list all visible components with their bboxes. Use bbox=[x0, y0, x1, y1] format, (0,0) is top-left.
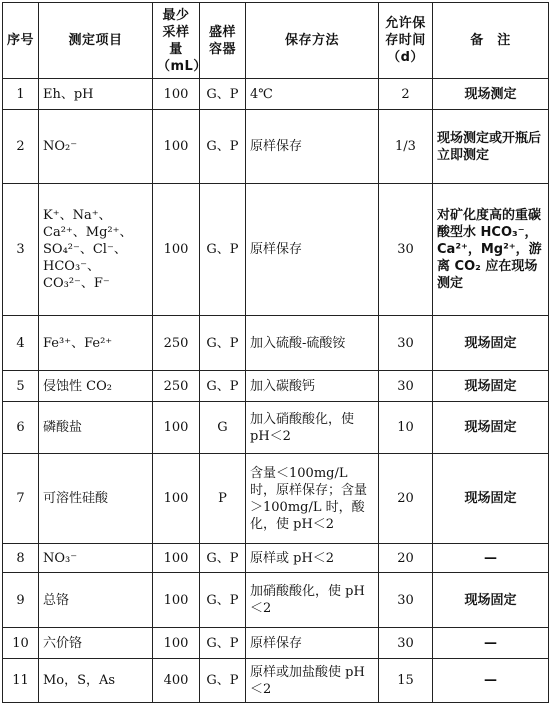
cell-container: G、P bbox=[200, 544, 246, 573]
cell-no: 7 bbox=[3, 454, 39, 544]
cell-volume: 100 bbox=[153, 402, 200, 454]
cell-container: G bbox=[200, 402, 246, 454]
cell-time: 20 bbox=[379, 454, 433, 544]
cell-no: 10 bbox=[3, 628, 39, 659]
cell-method: 加入硝酸酸化，使 pH＜2 bbox=[246, 402, 379, 454]
cell-volume: 100 bbox=[153, 573, 200, 628]
header-row bbox=[3, 3, 549, 79]
cell-container: G、P bbox=[200, 371, 246, 402]
cell-container: G、P bbox=[200, 79, 246, 110]
table-row bbox=[3, 628, 549, 659]
cell-container: G、P bbox=[200, 184, 246, 316]
header-volume: 最少采样量（mL） bbox=[153, 3, 200, 79]
cell-no: 8 bbox=[3, 544, 39, 573]
cell-volume: 100 bbox=[153, 110, 200, 184]
cell-method: 含量＜100mg/L 时，原样保存；含量＞100mg/L 时，酸化，使 pH＜2 bbox=[246, 454, 379, 544]
cell-container: G、P bbox=[200, 659, 246, 703]
cell-item: 六价铬 bbox=[39, 628, 153, 659]
cell-item: NO₃⁻ bbox=[39, 544, 153, 573]
cell-time: 15 bbox=[379, 659, 433, 703]
cell-time: 20 bbox=[379, 544, 433, 573]
cell-note: 现场固定 bbox=[433, 316, 549, 371]
cell-no: 4 bbox=[3, 316, 39, 371]
cell-item: 总铬 bbox=[39, 573, 153, 628]
table-row bbox=[3, 573, 549, 628]
table-row bbox=[3, 402, 549, 454]
cell-note: — bbox=[433, 628, 549, 659]
cell-no: 6 bbox=[3, 402, 39, 454]
cell-no: 9 bbox=[3, 573, 39, 628]
cell-method: 加入碳酸钙 bbox=[246, 371, 379, 402]
cell-note: 现场测定 bbox=[433, 79, 549, 110]
cell-volume: 100 bbox=[153, 544, 200, 573]
header-time: 允许保存时间（d） bbox=[379, 3, 433, 79]
header-container: 盛样容器 bbox=[200, 3, 246, 79]
cell-item: 可溶性硅酸 bbox=[39, 454, 153, 544]
cell-item: 侵蚀性 CO₂ bbox=[39, 371, 153, 402]
cell-method: 加入硫酸-硫酸铵 bbox=[246, 316, 379, 371]
cell-no: 11 bbox=[3, 659, 39, 703]
cell-note: 现场固定 bbox=[433, 371, 549, 402]
table-row bbox=[3, 659, 549, 703]
cell-no: 2 bbox=[3, 110, 39, 184]
cell-method: 原样保存 bbox=[246, 110, 379, 184]
cell-time: 30 bbox=[379, 371, 433, 402]
cell-container: P bbox=[200, 454, 246, 544]
cell-time: 30 bbox=[379, 573, 433, 628]
cell-time: 30 bbox=[379, 628, 433, 659]
cell-method: 原样或加盐酸使 pH＜2 bbox=[246, 659, 379, 703]
sample-preservation-table bbox=[2, 2, 549, 703]
header-item: 测定项目 bbox=[39, 3, 153, 79]
cell-volume: 250 bbox=[153, 371, 200, 402]
cell-note: — bbox=[433, 659, 549, 703]
cell-time: 30 bbox=[379, 184, 433, 316]
cell-volume: 100 bbox=[153, 79, 200, 110]
cell-note: 现场固定 bbox=[433, 573, 549, 628]
header-note: 备 注 bbox=[433, 3, 549, 79]
cell-item: Mo，S，As bbox=[39, 659, 153, 703]
table-row bbox=[3, 544, 549, 573]
cell-volume: 100 bbox=[153, 628, 200, 659]
table-row bbox=[3, 454, 549, 544]
cell-method: 原样或 pH＜2 bbox=[246, 544, 379, 573]
cell-no: 3 bbox=[3, 184, 39, 316]
cell-container: G、P bbox=[200, 316, 246, 371]
header-method: 保存方法 bbox=[246, 3, 379, 79]
header-no: 序号 bbox=[3, 3, 39, 79]
cell-volume: 400 bbox=[153, 659, 200, 703]
cell-container: G、P bbox=[200, 628, 246, 659]
table-row bbox=[3, 371, 549, 402]
cell-note: — bbox=[433, 544, 549, 573]
table-row bbox=[3, 79, 549, 110]
cell-note: 现场测定或开瓶后立即测定 bbox=[433, 110, 549, 184]
cell-container: G、P bbox=[200, 110, 246, 184]
table-row bbox=[3, 316, 549, 371]
cell-volume: 100 bbox=[153, 454, 200, 544]
cell-item: Fe³⁺、Fe²⁺ bbox=[39, 316, 153, 371]
cell-method: 加硝酸酸化，使 pH＜2 bbox=[246, 573, 379, 628]
table-row bbox=[3, 110, 549, 184]
cell-note: 现场固定 bbox=[433, 454, 549, 544]
cell-item: K⁺、Na⁺、Ca²⁺、Mg²⁺、SO₄²⁻、Cl⁻、HCO₃⁻、CO₃²⁻、F⁻ bbox=[39, 184, 153, 316]
cell-method: 原样保存 bbox=[246, 628, 379, 659]
cell-note: 对矿化度高的重碳酸型水 HCO₃⁻，Ca²⁺，Mg²⁺，游离 CO₂ 应在现场测定 bbox=[433, 184, 549, 316]
cell-time: 1/3 bbox=[379, 110, 433, 184]
cell-container: G、P bbox=[200, 573, 246, 628]
cell-time: 2 bbox=[379, 79, 433, 110]
cell-item: Eh、pH bbox=[39, 79, 153, 110]
cell-volume: 100 bbox=[153, 184, 200, 316]
cell-time: 10 bbox=[379, 402, 433, 454]
cell-method: 原样保存 bbox=[246, 184, 379, 316]
cell-item: NO₂⁻ bbox=[39, 110, 153, 184]
cell-note: 现场固定 bbox=[433, 402, 549, 454]
cell-method: 4℃ bbox=[246, 79, 379, 110]
cell-item: 磷酸盐 bbox=[39, 402, 153, 454]
cell-no: 1 bbox=[3, 79, 39, 110]
table-row bbox=[3, 184, 549, 316]
cell-no: 5 bbox=[3, 371, 39, 402]
cell-time: 30 bbox=[379, 316, 433, 371]
cell-volume: 250 bbox=[153, 316, 200, 371]
